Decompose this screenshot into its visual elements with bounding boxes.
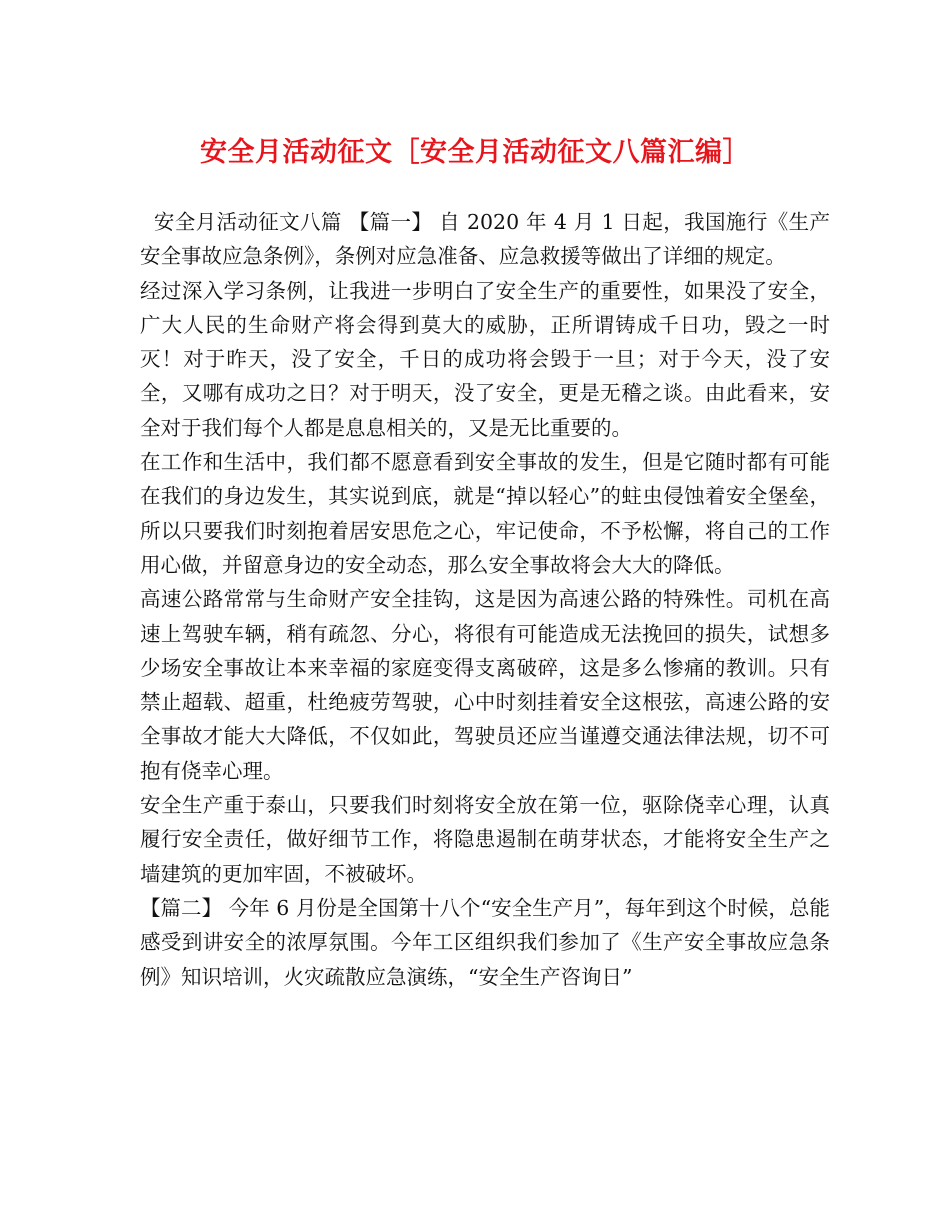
document-title: 安全月活动征文［安全月活动征文八篇汇编］ <box>200 137 750 168</box>
paragraph-5: 安全生产重于泰山，只要我们时刻将安全放在第一位，驱除侥幸心理，认真履行安全责任，做好细节工作，将隐患遏制在萌芽状态，才能将安全生产之墙建筑的更加牢固，不被破坏。 <box>140 793 830 886</box>
document-body <box>140 205 830 994</box>
paragraph-6: 【篇二】 今年 6 月份是全国第十八个“安全生产月”，每年到这个时候，总能感受到讲安全的浓厚氛围。今年工区组织我们参加了《生产安全事故应急条例》知识培训，火灾疏散应急演练，“安全生产咨询日” <box>140 895 830 989</box>
paragraph-4: 高速公路常常与生命财产安全挂钩，这是因为高速公路的特殊性。司机在高速上驾驶车辆，稍有疏忽、分心，将很有可能造成无法挽回的损失，试想多少场安全事故让本来幸福的家庭变得支离破碎，这是多么惨痛的教训。只有禁止超载、超重，杜绝疲劳驾驶，心中时刻挂着安全这根弦，高速公路的安全事故才能大大降低，不仅如此，驾驶员还应当谨遵交通法律法规，切不可抱有侥幸心理。 <box>140 587 830 783</box>
paragraph-1: 安全月活动征文八篇 【篇一】 自 2020 年 4 月 1 日起，我国施行《生产安全事故应急条例》，条例对应急准备、应急救援等做出了详细的规定。 <box>140 210 830 269</box>
paragraph-2: 经过深入学习条例，让我进一步明白了安全生产的重要性，如果没了安全，广大人民的生命财产将会得到莫大的威胁，正所谓铸成千日功，毁之一时灭！对于昨天，没了安全，千日的成功将会毁于一旦；对于今天，没了安全，又哪有成功之日？对于明天，没了安全，更是无稽之谈。由此看来，安全对于我们每个人都是息息相关的，又是无比重要的。 <box>140 278 830 440</box>
paragraph-3: 在工作和生活中，我们都不愿意看到安全事故的发生，但是它随时都有可能在我们的身边发生，其实说到底，就是“掉以轻心”的蛀虫侵蚀着安全堡垒，所以只要我们时刻抱着居安思危之心，牢记使命，不予松懈，将自己的工作用心做，并留意身边的安全动态，那么安全事故将会大大的降低。 <box>140 450 830 577</box>
